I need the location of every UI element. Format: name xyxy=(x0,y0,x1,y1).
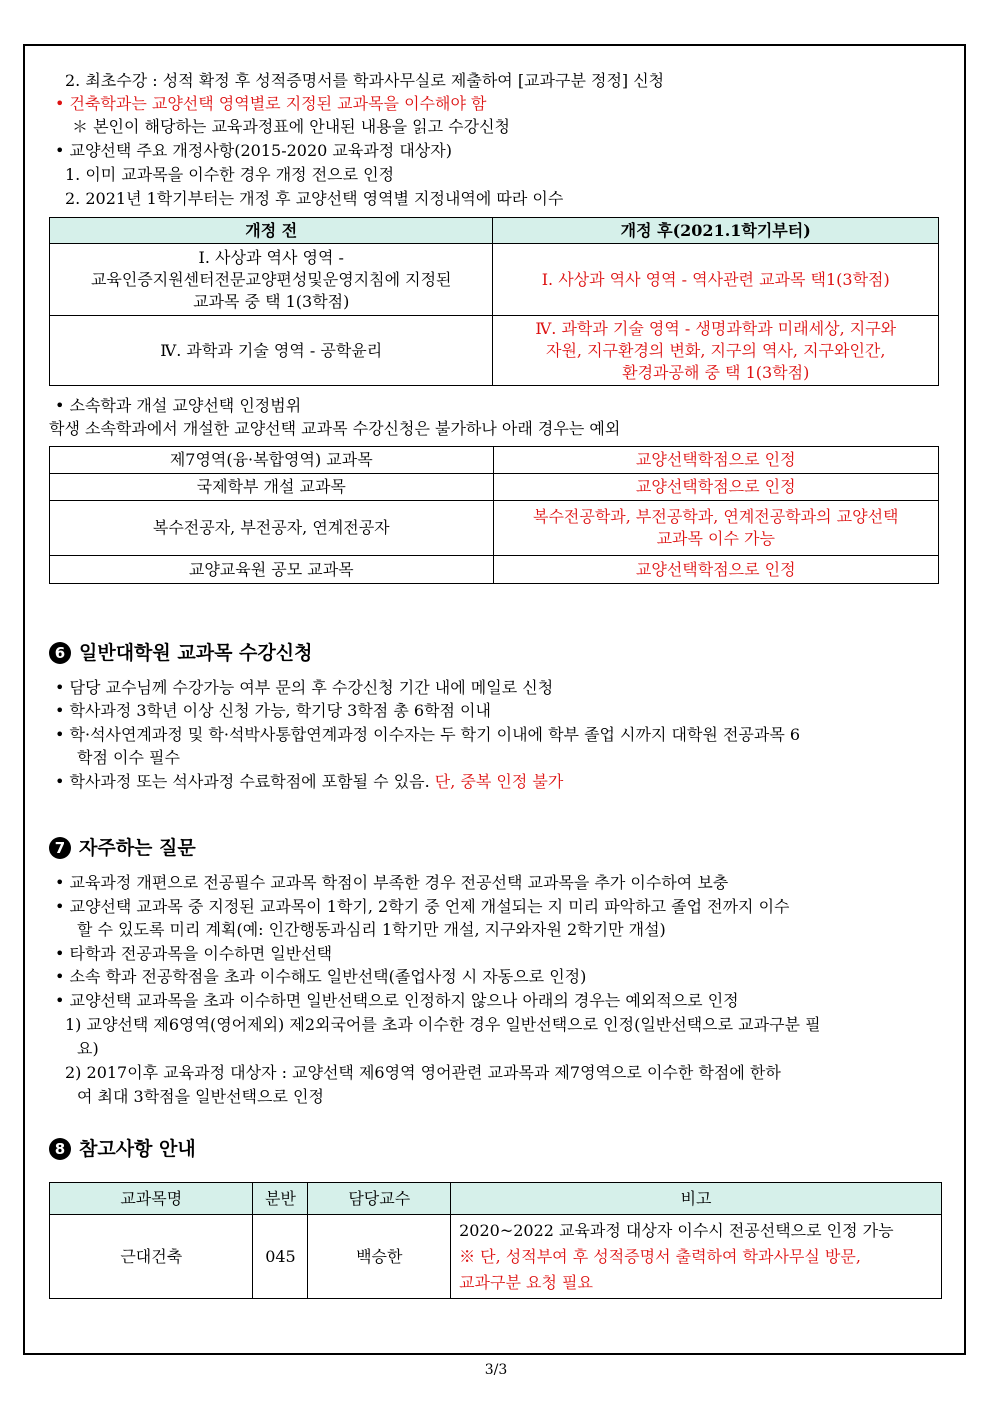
text-line: • 학사과정 3학년 이상 신청 가능, 학기당 3학점 총 6학점 이내 xyxy=(55,701,491,720)
reference-table xyxy=(49,1182,942,1299)
section-title: 일반대학원 교과목 수강신청 xyxy=(79,642,313,664)
cell-line: Ⅳ. 과학과 기술 영역 - 생명과학과 미래세상, 지구와 xyxy=(535,318,897,338)
text-line: ＊ 본인이 해당하는 교육과정표에 안내된 내용을 읽고 수강신청 xyxy=(72,117,511,136)
table-cell xyxy=(493,501,939,556)
table-header: 개정 후(2021.1학기부터) xyxy=(493,218,939,244)
table-cell: 근대건축 xyxy=(50,1215,253,1299)
text-line: 학점 이수 필수 xyxy=(77,748,180,767)
text-line: 1. 이미 교과목을 이수한 경우 개정 전으로 인정 xyxy=(65,165,395,184)
table-header: 담당교수 xyxy=(308,1183,451,1215)
cell-line: 2020~2022 교육과정 대상자 이수시 전공선택으로 인정 가능 xyxy=(459,1220,894,1240)
cell-line: 자원, 지구환경의 변화, 지구의 역사, 지구와인간, xyxy=(546,340,886,360)
section-title: 참고사항 안내 xyxy=(79,1138,196,1160)
text-line xyxy=(55,771,563,793)
cell-line: 교육인증지원센터전문교양편성및운영지침에 지정된 xyxy=(90,269,452,289)
table-cell: 백승한 xyxy=(308,1215,451,1299)
text-line: • 소속학과 개설 교양선택 인정범위 xyxy=(55,396,302,415)
section-heading xyxy=(49,640,312,666)
number-badge-icon: 8 xyxy=(49,1138,71,1160)
table-header: 교과목명 xyxy=(50,1183,253,1215)
table-cell xyxy=(50,316,493,386)
text-line: 2. 2021년 1학기부터는 개정 후 교양선택 영역별 지정내역에 따라 이수 xyxy=(65,189,564,208)
table-cell xyxy=(493,316,939,386)
cell-line: 교과구분 요청 필요 xyxy=(459,1272,593,1292)
text-line: 할 수 있도록 미리 계획(예: 인간행동과심리 1학기만 개설, 지구와자원 2학기만 개설) xyxy=(77,920,666,939)
text-line: 여 최대 3학점을 일반선택으로 인정 xyxy=(77,1087,324,1106)
text-line: • 타학과 전공과목을 이수하면 일반선택 xyxy=(55,944,333,963)
table-header: 개정 전 xyxy=(50,218,493,244)
table-header: 분반 xyxy=(253,1183,308,1215)
text-line: • 교양선택 교과목을 초과 이수하면 일반선택으로 인정하지 않으나 아래의 경우는 예외적으로 인정 xyxy=(55,991,739,1010)
text-line: 2. 최초수강 : 성적 확정 후 성적증명서를 학과사무실로 제출하여 [교과구분 정정] 신청 xyxy=(65,71,665,90)
table-cell: 교양선택학점으로 인정 xyxy=(493,556,939,584)
revision-table xyxy=(49,217,939,386)
table-cell xyxy=(493,244,939,316)
text-segment: • 학사과정 또는 석사과정 수료학점에 포함될 수 있음. xyxy=(55,772,430,791)
cell-line: 교과목 중 택 1(3학점) xyxy=(193,291,350,311)
text-line: • 담당 교수님께 수강가능 여부 문의 후 수강신청 기간 내에 메일로 신청 xyxy=(55,678,554,697)
cell-line: 교과목 이수 가능 xyxy=(656,529,775,548)
table-cell: 국제학부 개설 교과목 xyxy=(50,474,494,501)
table-cell: 제7영역(융·복합영역) 교과목 xyxy=(50,447,494,474)
text-line: 요) xyxy=(77,1039,99,1058)
text-line: • 건축학과는 교양선택 영역별로 지정된 교과목을 이수해야 함 xyxy=(55,94,487,113)
cell-line: Ⅰ. 사상과 역사 영역 - 역사관련 교과목 택1(3학점) xyxy=(541,269,890,289)
cell-line: 복수전공학과, 부전공학과, 연계전공학과의 교양선택 xyxy=(533,507,899,526)
section-heading xyxy=(49,835,196,861)
text-line: • 교양선택 주요 개정사항(2015-2020 교육과정 대상자) xyxy=(55,141,452,160)
cell-line: ※ 단, 성적부여 후 성적증명서 출력하여 학과사무실 방문, xyxy=(459,1246,861,1266)
table-cell: 교양선택학점으로 인정 xyxy=(493,474,939,501)
cell-line: 환경과공해 중 택 1(3학점) xyxy=(622,362,810,382)
text-line: • 교양선택 교과목 중 지정된 교과목이 1학기, 2학기 중 언제 개설되는 지 미리 파악하고 졸업 전까지 이수 xyxy=(55,897,790,916)
text-line: 학생 소속학과에서 개설한 교양선택 교과목 수강신청은 불가하나 아래 경우는 예외 xyxy=(49,419,621,438)
table-cell: 045 xyxy=(253,1215,308,1299)
table-cell xyxy=(451,1215,942,1299)
number-badge-icon: 6 xyxy=(49,642,71,664)
page-number: 3/3 xyxy=(484,1362,508,1378)
section-title: 자주하는 질문 xyxy=(79,837,196,859)
cell-line: Ⅰ. 사상과 역사 영역 - xyxy=(198,247,344,267)
table-cell: 복수전공자, 부전공자, 연계전공자 xyxy=(50,501,494,556)
table-cell xyxy=(50,244,493,316)
number-badge-icon: 7 xyxy=(49,837,71,859)
table-cell: 교양교육원 공모 교과목 xyxy=(50,556,494,584)
text-line: • 소속 학과 전공학점을 초과 이수해도 일반선택(졸업사정 시 자동으로 인정) xyxy=(55,967,587,986)
table-cell: 교양선택학점으로 인정 xyxy=(493,447,939,474)
section-heading xyxy=(49,1136,196,1162)
text-line: • 교육과정 개편으로 전공필수 교과목 학점이 부족한 경우 전공선택 교과목을 추가 이수하여 보충 xyxy=(55,873,729,892)
table-header: 비고 xyxy=(451,1183,942,1215)
dept-table xyxy=(49,446,939,584)
text-line: 2) 2017이후 교육과정 대상자 : 교양선택 제6영역 영어관련 교과목과 제7영역으로 이수한 학점에 한하 xyxy=(65,1063,781,1082)
warning-text: 단, 중복 인정 불가 xyxy=(434,772,564,791)
cell-line: Ⅳ. 과학과 기술 영역 - 공학윤리 xyxy=(160,340,383,360)
text-line: • 학·석사연계과정 및 학·석박사통합연계과정 이수자는 두 학기 이내에 학부 졸업 시까지 대학원 전공과목 6 xyxy=(55,725,801,744)
text-line: 1) 교양선택 제6영역(영어제외) 제2외국어를 초과 이수한 경우 일반선택으로 인정(일반선택으로 교과구분 필 xyxy=(65,1015,821,1034)
